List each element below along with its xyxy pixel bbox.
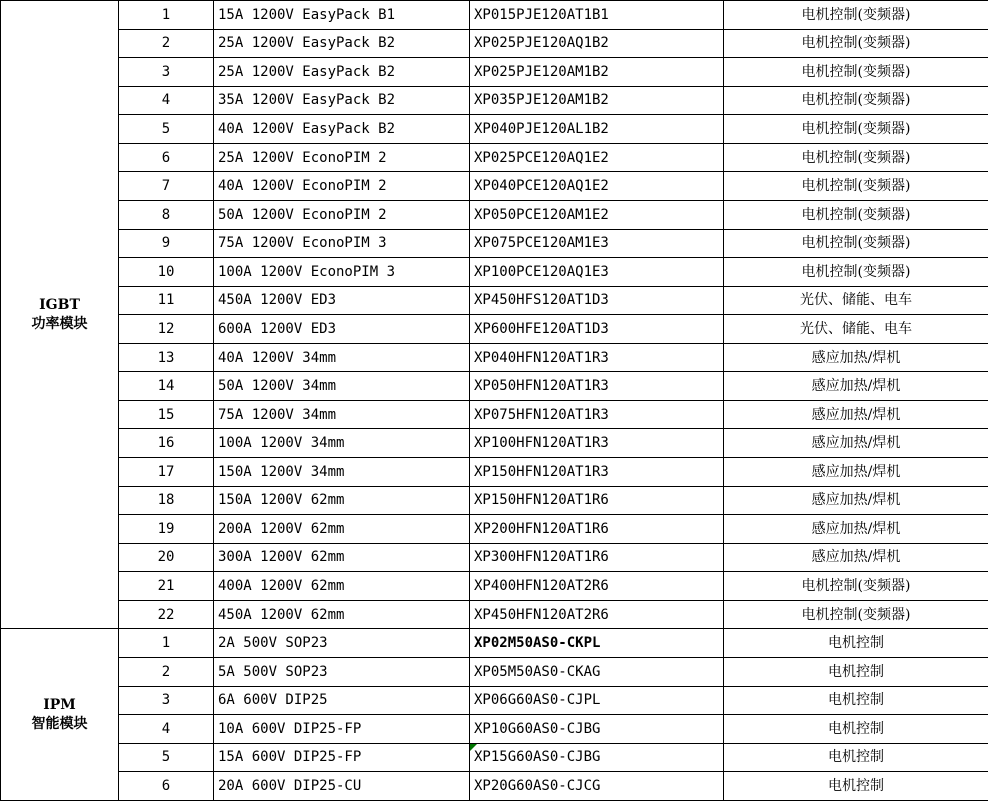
- application-cell-text: 电机控制(变频器): [801, 263, 911, 280]
- part-number-cell-text: XP20G60AS0-CJCG: [474, 778, 601, 795]
- row-number-cell-text: 6: [161, 778, 171, 795]
- row-number-cell[interactable]: [119, 629, 214, 658]
- spec-cell-text: 5A 500V SOP23: [218, 663, 328, 680]
- part-number-cell-text: XP200HFN120AT1R6: [474, 520, 609, 537]
- application-cell-text: 电机控制(变频器): [801, 149, 911, 166]
- part-number-cell[interactable]: [470, 58, 724, 87]
- application-cell-text: 感应加热/焊机: [811, 492, 901, 509]
- spec-cell-text: 150A 1200V 62mm: [218, 492, 345, 509]
- application-cell-text: 光伏、储能、电车: [800, 320, 912, 337]
- spec-cell[interactable]: [214, 229, 470, 258]
- spec-cell-text: 15A 1200V EasyPack B1: [218, 6, 396, 23]
- application-cell[interactable]: [724, 772, 988, 801]
- row-number-cell[interactable]: [119, 715, 214, 744]
- row-number-cell-text: 7: [161, 178, 171, 195]
- row-number-cell[interactable]: [119, 600, 214, 629]
- table-row: [1, 315, 988, 344]
- application-cell-text: 电机控制(变频器): [801, 63, 911, 80]
- spec-cell[interactable]: [214, 657, 470, 686]
- row-number-cell[interactable]: [119, 315, 214, 344]
- part-number-cell-text: XP040PCE120AQ1E2: [474, 178, 609, 195]
- spec-cell[interactable]: [214, 286, 470, 315]
- part-number-cell[interactable]: [470, 315, 724, 344]
- table-row: [1, 86, 988, 115]
- spec-cell-text: 75A 1200V 34mm: [218, 406, 337, 423]
- table-row: [1, 429, 988, 458]
- part-number-cell-text: XP300HFN120AT1R6: [474, 549, 609, 566]
- part-number-cell-text: XP10G60AS0-CJBG: [474, 720, 601, 737]
- application-cell-text: 电机控制: [828, 635, 884, 652]
- table-row: [1, 343, 988, 372]
- application-cell[interactable]: [724, 600, 988, 629]
- table-row: [1, 286, 988, 315]
- spec-cell-text: 450A 1200V 62mm: [218, 606, 345, 623]
- row-number-cell[interactable]: [119, 543, 214, 572]
- part-number-cell-text: XP06G60AS0-CJPL: [474, 692, 601, 709]
- part-number-cell-text: XP15G60AS0-CJBG: [474, 749, 601, 766]
- part-number-cell[interactable]: [470, 600, 724, 629]
- spec-cell[interactable]: [214, 743, 470, 772]
- spec-cell-text: 35A 1200V EasyPack B2: [218, 92, 396, 109]
- spec-cell[interactable]: [214, 200, 470, 229]
- part-number-cell-text: XP100PCE120AQ1E3: [474, 263, 609, 280]
- category-cell[interactable]: [1, 1, 119, 629]
- spec-cell-text: 15A 600V DIP25-FP: [218, 749, 362, 766]
- part-number-cell-text: XP150HFN120AT1R3: [474, 463, 609, 480]
- application-cell[interactable]: [724, 657, 988, 686]
- part-number-cell-text: XP600HFE120AT1D3: [474, 320, 609, 337]
- row-number-cell[interactable]: [119, 200, 214, 229]
- table-row: [1, 486, 988, 515]
- table-row: [1, 172, 988, 201]
- spec-cell[interactable]: [214, 143, 470, 172]
- row-number-cell[interactable]: [119, 86, 214, 115]
- row-number-cell[interactable]: [119, 486, 214, 515]
- application-cell[interactable]: [724, 486, 988, 515]
- part-number-cell[interactable]: [470, 686, 724, 715]
- row-number-cell-text: 21: [157, 578, 175, 595]
- spec-cell-text: 40A 1200V EconoPIM 2: [218, 178, 387, 195]
- spec-cell[interactable]: [214, 315, 470, 344]
- part-number-cell[interactable]: [470, 1, 724, 30]
- category-label: IPM: [43, 696, 76, 713]
- spec-cell[interactable]: [214, 86, 470, 115]
- row-number-cell-text: 8: [161, 206, 171, 223]
- part-number-cell-text: XP025PJE120AM1B2: [474, 63, 609, 80]
- row-number-cell-text: 5: [161, 749, 171, 766]
- table-row: [1, 743, 988, 772]
- part-number-cell-text: XP025PJE120AQ1B2: [474, 35, 609, 52]
- application-cell[interactable]: [724, 715, 988, 744]
- application-cell-text: 电机控制(变频器): [801, 178, 911, 195]
- table-row: [1, 1, 988, 30]
- table-row: [1, 58, 988, 87]
- part-number-cell-text: XP050HFN120AT1R3: [474, 378, 609, 395]
- part-number-cell-text: XP150HFN120AT1R6: [474, 492, 609, 509]
- application-cell-text: 电机控制(变频器): [801, 121, 911, 138]
- application-cell[interactable]: [724, 315, 988, 344]
- part-number-cell-text: XP075HFN120AT1R3: [474, 406, 609, 423]
- category-label: 智能模块: [31, 715, 88, 732]
- table-row: [1, 600, 988, 629]
- spec-cell-text: 100A 1200V EconoPIM 3: [218, 263, 396, 280]
- part-number-cell[interactable]: [470, 343, 724, 372]
- table-row: [1, 229, 988, 258]
- application-cell-text: 光伏、储能、电车: [800, 292, 912, 309]
- row-number-cell[interactable]: [119, 258, 214, 287]
- spec-cell[interactable]: [214, 543, 470, 572]
- product-table-body: [1, 1, 988, 801]
- spec-cell[interactable]: [214, 686, 470, 715]
- part-number-cell-text: XP05M50AS0-CKAG: [474, 663, 601, 680]
- row-number-cell-text: 11: [157, 292, 175, 309]
- row-number-cell[interactable]: [119, 429, 214, 458]
- part-number-cell-text: XP400HFN120AT2R6: [474, 578, 609, 595]
- part-number-cell[interactable]: [470, 200, 724, 229]
- spec-cell-text: 50A 1200V EconoPIM 2: [218, 206, 387, 223]
- application-cell-text: 电机控制: [828, 778, 884, 795]
- spec-cell-text: 150A 1200V 34mm: [218, 463, 345, 480]
- part-number-cell[interactable]: [470, 572, 724, 601]
- spec-cell-text: 50A 1200V 34mm: [218, 378, 337, 395]
- table-row: [1, 400, 988, 429]
- table-row: [1, 143, 988, 172]
- part-number-cell-text: XP050PCE120AM1E2: [474, 206, 609, 223]
- spec-cell[interactable]: [214, 258, 470, 287]
- spec-cell[interactable]: [214, 458, 470, 487]
- row-number-cell[interactable]: [119, 343, 214, 372]
- spec-cell[interactable]: [214, 115, 470, 144]
- row-number-cell-text: 4: [161, 92, 171, 109]
- row-number-cell[interactable]: [119, 172, 214, 201]
- part-number-cell-text: XP040PJE120AL1B2: [474, 121, 609, 138]
- row-number-cell[interactable]: [119, 657, 214, 686]
- application-cell[interactable]: [724, 200, 988, 229]
- part-number-cell[interactable]: [470, 486, 724, 515]
- application-cell-text: 感应加热/焊机: [811, 435, 901, 452]
- row-number-cell[interactable]: [119, 143, 214, 172]
- application-cell[interactable]: [724, 258, 988, 287]
- table-row: [1, 772, 988, 801]
- spec-cell-text: 200A 1200V 62mm: [218, 520, 345, 537]
- application-cell-text: 感应加热/焊机: [811, 463, 901, 480]
- application-cell[interactable]: [724, 286, 988, 315]
- row-number-cell[interactable]: [119, 115, 214, 144]
- application-cell[interactable]: [724, 1, 988, 30]
- part-number-cell[interactable]: [470, 286, 724, 315]
- table-row: [1, 372, 988, 401]
- row-number-cell-text: 12: [157, 320, 175, 337]
- row-number-cell-text: 3: [161, 692, 171, 709]
- part-number-cell-text: XP035PJE120AM1B2: [474, 92, 609, 109]
- spec-cell-text: 25A 1200V EasyPack B2: [218, 63, 396, 80]
- application-cell[interactable]: [724, 343, 988, 372]
- application-cell[interactable]: [724, 629, 988, 658]
- row-number-cell-text: 13: [157, 349, 175, 366]
- application-cell-text: 感应加热/焊机: [811, 520, 901, 537]
- part-number-cell-text: XP450HFS120AT1D3: [474, 292, 609, 309]
- row-number-cell[interactable]: [119, 572, 214, 601]
- spec-cell[interactable]: [214, 486, 470, 515]
- application-cell-text: 感应加热/焊机: [811, 378, 901, 395]
- row-number-cell-text: 2: [161, 663, 171, 680]
- row-number-cell[interactable]: [119, 686, 214, 715]
- application-cell-text: 电机控制(变频器): [801, 206, 911, 223]
- part-number-cell[interactable]: [470, 515, 724, 544]
- spec-cell-text: 600A 1200V ED3: [218, 320, 337, 337]
- table-row: [1, 657, 988, 686]
- application-cell[interactable]: [724, 572, 988, 601]
- row-number-cell[interactable]: [119, 743, 214, 772]
- part-number-cell-text: XP02M50AS0-CKPL: [474, 635, 601, 652]
- part-number-cell[interactable]: [470, 743, 724, 772]
- spec-cell[interactable]: [214, 1, 470, 30]
- part-number-cell[interactable]: [470, 143, 724, 172]
- row-number-cell-text: 10: [157, 263, 175, 280]
- part-number-cell-text: XP040HFN120AT1R3: [474, 349, 609, 366]
- part-number-cell[interactable]: [470, 400, 724, 429]
- application-cell[interactable]: [724, 372, 988, 401]
- spec-cell[interactable]: [214, 600, 470, 629]
- application-cell[interactable]: [724, 429, 988, 458]
- spec-cell-text: 25A 1200V EasyPack B2: [218, 35, 396, 52]
- row-number-cell[interactable]: [119, 1, 214, 30]
- row-number-cell-text: 15: [157, 406, 175, 423]
- spec-cell[interactable]: [214, 400, 470, 429]
- row-number-cell[interactable]: [119, 229, 214, 258]
- application-cell[interactable]: [724, 400, 988, 429]
- part-number-cell-text: XP450HFN120AT2R6: [474, 606, 609, 623]
- application-cell-text: 电机控制: [828, 749, 884, 766]
- application-cell-text: 电机控制(变频器): [801, 35, 911, 52]
- spec-cell-text: 40A 1200V EasyPack B2: [218, 121, 396, 138]
- row-number-cell-text: 14: [157, 378, 175, 395]
- part-number-cell[interactable]: [470, 629, 724, 658]
- row-number-cell-text: 20: [157, 549, 175, 566]
- part-number-cell-text: XP015PJE120AT1B1: [474, 6, 609, 23]
- application-cell-text: 电机控制: [828, 720, 884, 737]
- row-number-cell-text: 3: [161, 63, 171, 80]
- spec-cell-text: 2A 500V SOP23: [218, 635, 328, 652]
- table-row: [1, 686, 988, 715]
- spec-cell[interactable]: [214, 58, 470, 87]
- part-number-cell[interactable]: [470, 29, 724, 58]
- part-number-cell[interactable]: [470, 543, 724, 572]
- row-number-cell[interactable]: [119, 400, 214, 429]
- row-number-cell-text: 18: [157, 492, 175, 509]
- spec-cell[interactable]: [214, 772, 470, 801]
- part-number-cell-text: XP025PCE120AQ1E2: [474, 149, 609, 166]
- table-row: [1, 115, 988, 144]
- part-number-cell[interactable]: [470, 229, 724, 258]
- spec-cell[interactable]: [214, 429, 470, 458]
- application-cell[interactable]: [724, 86, 988, 115]
- spec-cell-text: 450A 1200V ED3: [218, 292, 337, 309]
- application-cell-text: 电机控制(变频器): [801, 92, 911, 109]
- cell-corner-marker-icon: [470, 744, 477, 751]
- row-number-cell[interactable]: [119, 29, 214, 58]
- application-cell-text: 感应加热/焊机: [811, 349, 901, 366]
- part-number-cell[interactable]: [470, 458, 724, 487]
- application-cell[interactable]: [724, 458, 988, 487]
- row-number-cell-text: 9: [161, 235, 171, 252]
- application-cell[interactable]: [724, 58, 988, 87]
- part-number-cell[interactable]: [470, 657, 724, 686]
- spec-cell-text: 75A 1200V EconoPIM 3: [218, 235, 387, 252]
- category-label: IGBT: [39, 296, 80, 313]
- table-row: [1, 515, 988, 544]
- application-cell-text: 电机控制(变频器): [801, 6, 911, 23]
- application-cell[interactable]: [724, 743, 988, 772]
- application-cell[interactable]: [724, 686, 988, 715]
- spec-cell[interactable]: [214, 515, 470, 544]
- part-number-cell-text: XP075PCE120AM1E3: [474, 235, 609, 252]
- application-cell[interactable]: [724, 115, 988, 144]
- spec-cell[interactable]: [214, 172, 470, 201]
- application-cell-text: 电机控制(变频器): [801, 606, 911, 623]
- application-cell-text: 电机控制(变频器): [801, 235, 911, 252]
- spec-cell[interactable]: [214, 29, 470, 58]
- row-number-cell-text: 4: [161, 720, 171, 737]
- spec-cell-text: 100A 1200V 34mm: [218, 435, 345, 452]
- part-number-cell[interactable]: [470, 715, 724, 744]
- table-row: [1, 200, 988, 229]
- part-number-cell[interactable]: [470, 172, 724, 201]
- row-number-cell-text: 19: [157, 520, 175, 537]
- part-number-cell[interactable]: [470, 429, 724, 458]
- spec-cell[interactable]: [214, 372, 470, 401]
- row-number-cell-text: 1: [161, 6, 171, 23]
- row-number-cell[interactable]: [119, 458, 214, 487]
- spec-cell-text: 10A 600V DIP25-FP: [218, 720, 362, 737]
- application-cell-text: 电机控制: [828, 663, 884, 680]
- part-number-cell[interactable]: [470, 86, 724, 115]
- spec-cell-text: 300A 1200V 62mm: [218, 549, 345, 566]
- category-label: 功率模块: [31, 315, 88, 332]
- application-cell[interactable]: [724, 543, 988, 572]
- spec-cell-text: 400A 1200V 62mm: [218, 578, 345, 595]
- table-row: [1, 543, 988, 572]
- row-number-cell-text: 22: [157, 606, 175, 623]
- row-number-cell[interactable]: [119, 58, 214, 87]
- row-number-cell-text: 16: [157, 435, 175, 452]
- row-number-cell-text: 2: [161, 35, 171, 52]
- row-number-cell-text: 5: [161, 121, 171, 138]
- table-row: [1, 572, 988, 601]
- application-cell[interactable]: [724, 143, 988, 172]
- row-number-cell-text: 1: [161, 635, 171, 652]
- table-row: [1, 458, 988, 487]
- application-cell-text: 感应加热/焊机: [811, 549, 901, 566]
- part-number-cell[interactable]: [470, 115, 724, 144]
- row-number-cell[interactable]: [119, 372, 214, 401]
- application-cell[interactable]: [724, 29, 988, 58]
- spec-cell[interactable]: [214, 715, 470, 744]
- row-number-cell[interactable]: [119, 286, 214, 315]
- spec-cell-text: 20A 600V DIP25-CU: [218, 778, 362, 795]
- application-cell-text: 感应加热/焊机: [811, 406, 901, 423]
- application-cell-text: 电机控制: [828, 692, 884, 709]
- application-cell[interactable]: [724, 515, 988, 544]
- spec-cell-text: 40A 1200V 34mm: [218, 349, 337, 366]
- row-number-cell[interactable]: [119, 515, 214, 544]
- table-row: [1, 629, 988, 658]
- application-cell-text: 电机控制(变频器): [801, 578, 911, 595]
- table-row: [1, 29, 988, 58]
- part-number-cell[interactable]: [470, 372, 724, 401]
- row-number-cell-text: 17: [157, 463, 175, 480]
- part-number-cell-text: XP100HFN120AT1R3: [474, 435, 609, 452]
- part-number-cell[interactable]: [470, 258, 724, 287]
- spec-cell[interactable]: [214, 629, 470, 658]
- spec-cell-text: 6A 600V DIP25: [218, 692, 328, 709]
- row-number-cell-text: 6: [161, 149, 171, 166]
- application-cell[interactable]: [724, 229, 988, 258]
- part-number-cell[interactable]: [470, 772, 724, 801]
- spec-cell[interactable]: [214, 572, 470, 601]
- application-cell[interactable]: [724, 172, 988, 201]
- spec-cell[interactable]: [214, 343, 470, 372]
- row-number-cell[interactable]: [119, 772, 214, 801]
- table-row: [1, 715, 988, 744]
- spec-cell-text: 25A 1200V EconoPIM 2: [218, 149, 387, 166]
- category-cell[interactable]: [1, 629, 119, 801]
- table-row: [1, 258, 988, 287]
